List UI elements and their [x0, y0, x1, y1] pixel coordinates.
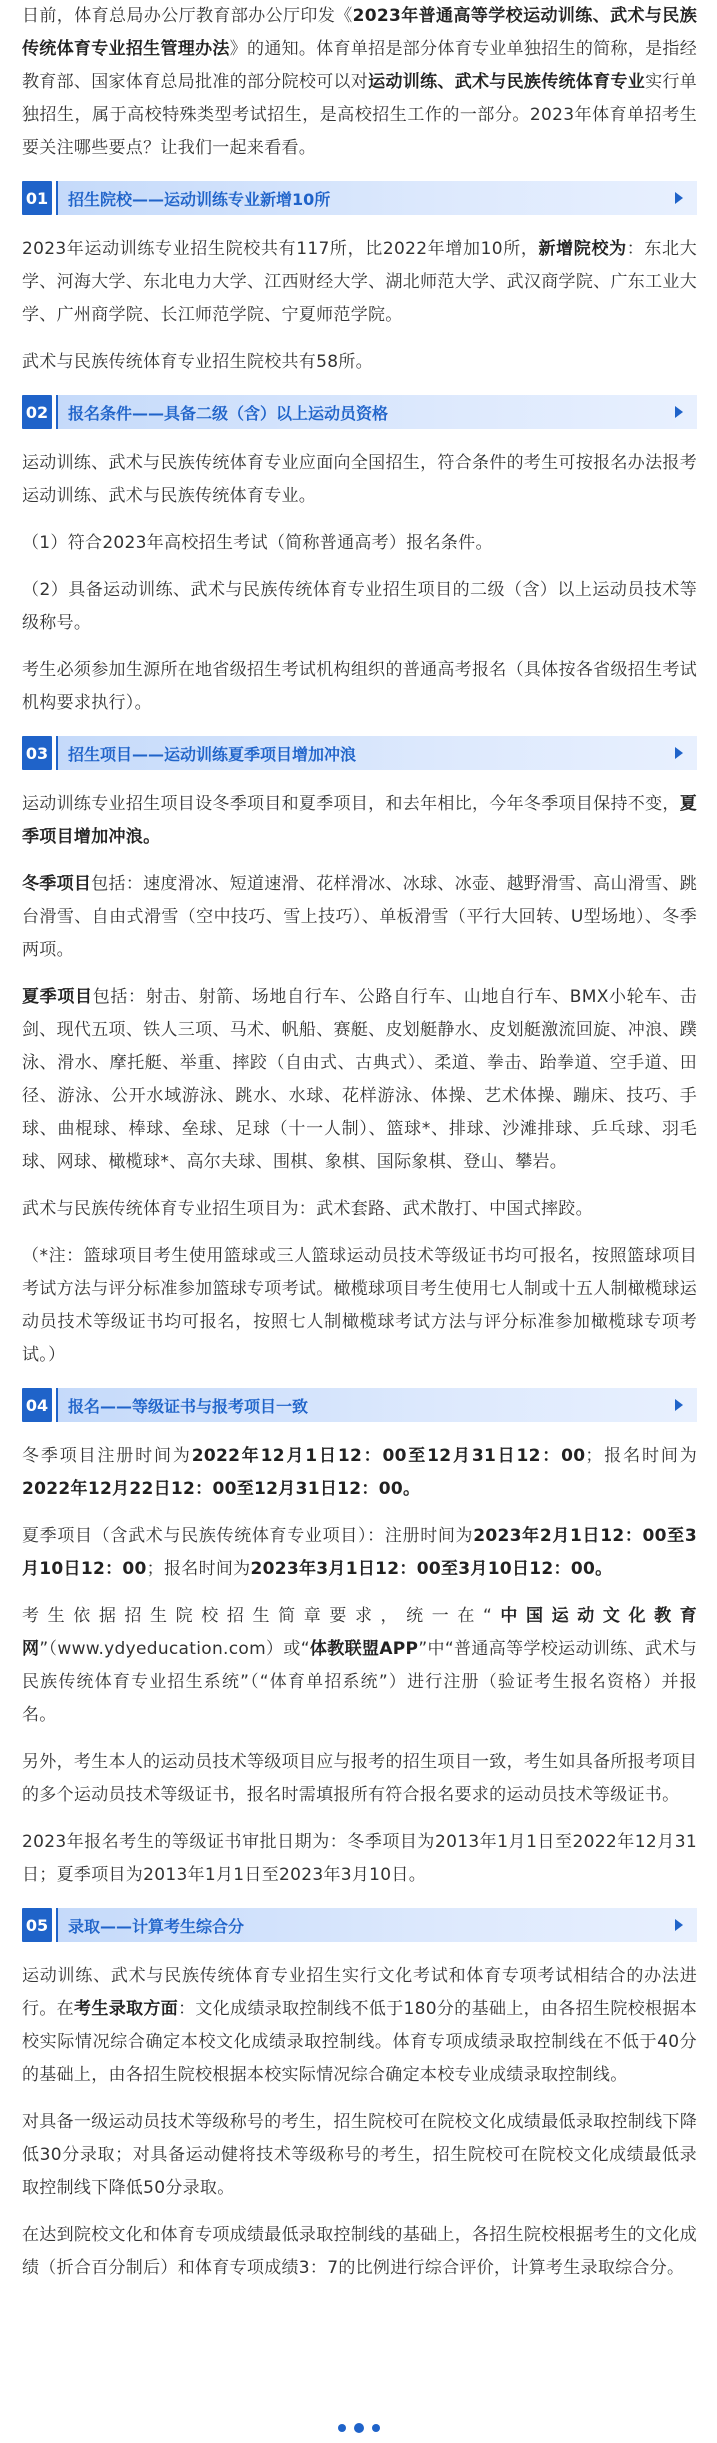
text: 运动训练、武术与民族传统体育专业招生实行文化考试和体育专项考试相结合的办法进行。在	[22, 1966, 697, 2019]
section-title-bar	[56, 1388, 697, 1422]
dot-icon	[354, 2423, 364, 2433]
triangle-arrow-icon	[675, 1399, 683, 1411]
paragraph: 对具备一级运动员技术等级称号的考生，招生院校可在院校文化成绩最低录取控制线下降低30分录取；对具备运动健将技术等级称号的考生，招生院校可在院校文化成绩最低录取控制线下降低50分录取。	[22, 2112, 697, 2198]
paragraph	[22, 981, 697, 1179]
intro-text: 实行单独招生，属于高校特殊类型考试招生，是高校招生工作的一部分。2023年体育单招考生要关注哪些要点？让我们一起来看看。	[22, 72, 697, 158]
text: ”（www.ydyeducation.com）或“	[39, 1639, 310, 1659]
bold-text: 2023年3月1日12：00至3月10日12：00。	[250, 1559, 613, 1579]
bold-text: 冬季项目	[22, 874, 92, 894]
paragraph	[22, 233, 697, 332]
text: 包括：速度滑冰、短道速滑、花样滑冰、冰球、冰壶、越野滑雪、高山滑雪、跳台滑雪、自由式滑雪（空中技巧、雪上技巧）、单板滑雪（平行大回转、U型场地）、冬季两项。	[22, 874, 697, 960]
section-title: 录取——计算考生综合分	[68, 1916, 245, 1936]
section-header-2	[22, 395, 697, 429]
section-title-bar	[56, 395, 697, 429]
triangle-arrow-icon	[675, 747, 683, 759]
section-title: 报名——等级证书与报考项目一致	[68, 1396, 309, 1416]
paragraph: 2023年报名考生的等级证书审批日期为：冬季项目为2013年1月1日至2022年12月31日；夏季项目为2013年1月1日至2023年3月10日。	[22, 1832, 697, 1885]
text: ：东北大学、河海大学、东北电力大学、江西财经大学、湖北师范大学、武汉商学院、广东工业大学、广州商学院、长江师范学院、宁夏师范学院。	[22, 239, 698, 325]
triangle-arrow-icon	[675, 192, 683, 204]
triangle-arrow-icon	[675, 1919, 683, 1931]
section-title: 招生项目——运动训练夏季项目增加冲浪	[68, 744, 357, 764]
section-header-1	[22, 181, 697, 215]
bold-text: 2023年2月1日12：00至3月10日12：00	[22, 1526, 697, 1579]
intro-text: 日前，体育总局办公厅教育部办公厅印发《	[22, 6, 353, 26]
dot-icon	[338, 2424, 346, 2432]
text: ：文化成绩录取控制线不低于180分的基础上，由各招生院校根据本校实际情况综合确定本校文化成绩录取控制线。体育专项成绩录取控制线在不低于40分的基础上，由各招生院校根据本校实际情况综合确定本校专业成绩录取控制线。	[22, 1999, 697, 2085]
bold-text: 新增院校为	[538, 239, 627, 259]
text: 冬季项目注册时间为	[22, 1446, 192, 1466]
paragraph	[22, 868, 697, 967]
paragraph: 武术与民族传统体育专业招生项目为：武术套路、武术散打、中国式摔跤。	[22, 1199, 593, 1219]
section-number: 04	[22, 1388, 52, 1422]
paragraph: 运动训练、武术与民族传统体育专业应面向全国招生，符合条件的考生可按报名办法报考运动训练、武术与民族传统体育专业。	[22, 453, 697, 506]
text: ；报名时间为	[585, 1446, 697, 1466]
bold-text: 2022年12月1日12：00至12月31日12：00	[191, 1446, 586, 1466]
triangle-arrow-icon	[675, 406, 683, 418]
paragraph: （*注：篮球项目考生使用篮球或三人篮球运动员技术等级证书均可报名，按照篮球项目考试方法与评分标准参加篮球专项考试。橄榄球项目考生使用七人制或十五人制橄榄球运动员技术等级证书均可报名，按照七人制橄榄球考试方法与评分标准参加橄榄球专项考试。）	[22, 1246, 697, 1365]
section-header-3	[22, 736, 697, 770]
text: 运动训练专业招生项目设冬季项目和夏季项目，和去年相比，今年冬季项目保持不变，	[22, 794, 680, 814]
paragraph	[22, 1600, 697, 1732]
section-title: 报名条件——具备二级（含）以上运动员资格	[68, 403, 389, 423]
section-number: 02	[22, 395, 52, 429]
section-title: 招生院校——运动训练专业新增10所	[68, 189, 331, 209]
bold-text: 2022年12月22日12：00至12月31日12：00。	[22, 1479, 421, 1499]
bold-text: 中国运动文化教育网	[22, 1606, 697, 1659]
section-number: 03	[22, 736, 52, 770]
paragraph	[22, 1520, 697, 1586]
section-title-bar	[56, 736, 697, 770]
document-title: 2023年普通高等学校运动训练、武术与民族传统体育专业招生管理办法	[22, 6, 697, 59]
bold-text: 夏季项目	[22, 987, 93, 1007]
paragraph	[22, 1440, 697, 1506]
text: 2023年运动训练专业招生院校共有117所，比2022年增加10所，	[22, 239, 539, 259]
section-header-5	[22, 1908, 697, 1942]
paragraph	[22, 788, 697, 854]
text: ”中“普通高等学校运动训练、武术与民族传统体育专业招生系统”（“体育单招系统”）进行注册（验证考生报名资格）并报名。	[22, 1639, 697, 1725]
section-header-4	[22, 1388, 697, 1422]
paragraph: （2）具备运动训练、武术与民族传统体育专业招生项目的二级（含）以上运动员技术等级称号。	[22, 580, 697, 633]
paragraph: 另外，考生本人的运动员技术等级项目应与报考的招生项目一致，考生如具备所报考项目的多个运动员技术等级证书，报名时需填报所有符合报名要求的运动员技术等级证书。	[22, 1752, 697, 1805]
section-title-bar	[56, 1908, 697, 1942]
text: 考生依据招生院校招生简章要求，统一在“	[22, 1606, 493, 1626]
section-number: 05	[22, 1908, 52, 1942]
intro-text: 》的通知。体育单招是部分体育专业单独招生的简称，是指经教育部、国家体育总局批准的部分院校可以对	[22, 39, 697, 92]
bold-text: 体教联盟APP	[309, 1639, 419, 1659]
text: 夏季项目（含武术与民族传统体育专业项目）：注册时间为	[22, 1526, 474, 1546]
paragraph: 武术与民族传统体育专业招生院校共有58所。	[22, 352, 373, 372]
text: ；报名时间为	[146, 1559, 251, 1579]
section-title-bar	[56, 181, 697, 215]
paragraph: 在达到院校文化和体育专项成绩最低录取控制线的基础上，各招生院校根据考生的文化成绩（折合百分制后）和体育专项成绩3：7的比例进行综合评价，计算考生录取综合分。	[22, 2225, 697, 2278]
major-names: 运动训练、武术与民族传统体育专业	[368, 72, 646, 92]
text: 包括：射击、射箭、场地自行车、公路自行车、山地自行车、BMX小轮车、击剑、现代五项、铁人三项、马术、帆船、赛艇、皮划艇静水、皮划艇激流回旋、冲浪、蹼泳、滑水、摩托艇、举重、摔跤（自由式、古典式）、柔道、拳击、跆拳道、空手道、田径、游泳、公开水域游泳、跳水、水球、花样游泳、体操、艺术体操、蹦床、技巧、手球、曲棍球、棒球、垒球、足球（十一人制）、篮球*、排球、沙滩排球、乒乓球、羽毛球、网球、橄榄球*、高尔夫球、围棋、象棋、国际象棋、登山、攀岩。	[22, 987, 697, 1172]
bold-text: 考生录取方面	[74, 1999, 179, 2019]
intro-paragraph	[22, 0, 697, 165]
end-divider	[0, 2423, 717, 2433]
bold-text: 夏季项目增加冲浪。	[22, 794, 697, 847]
dot-icon	[372, 2424, 380, 2432]
paragraph	[22, 1960, 697, 2092]
paragraph: （1）符合2023年高校招生考试（简称普通高考）报名条件。	[22, 533, 493, 553]
section-number: 01	[22, 181, 52, 215]
paragraph: 考生必须参加生源所在地省级招生考试机构组织的普通高考报名（具体按各省级招生考试机构要求执行）。	[22, 660, 697, 713]
